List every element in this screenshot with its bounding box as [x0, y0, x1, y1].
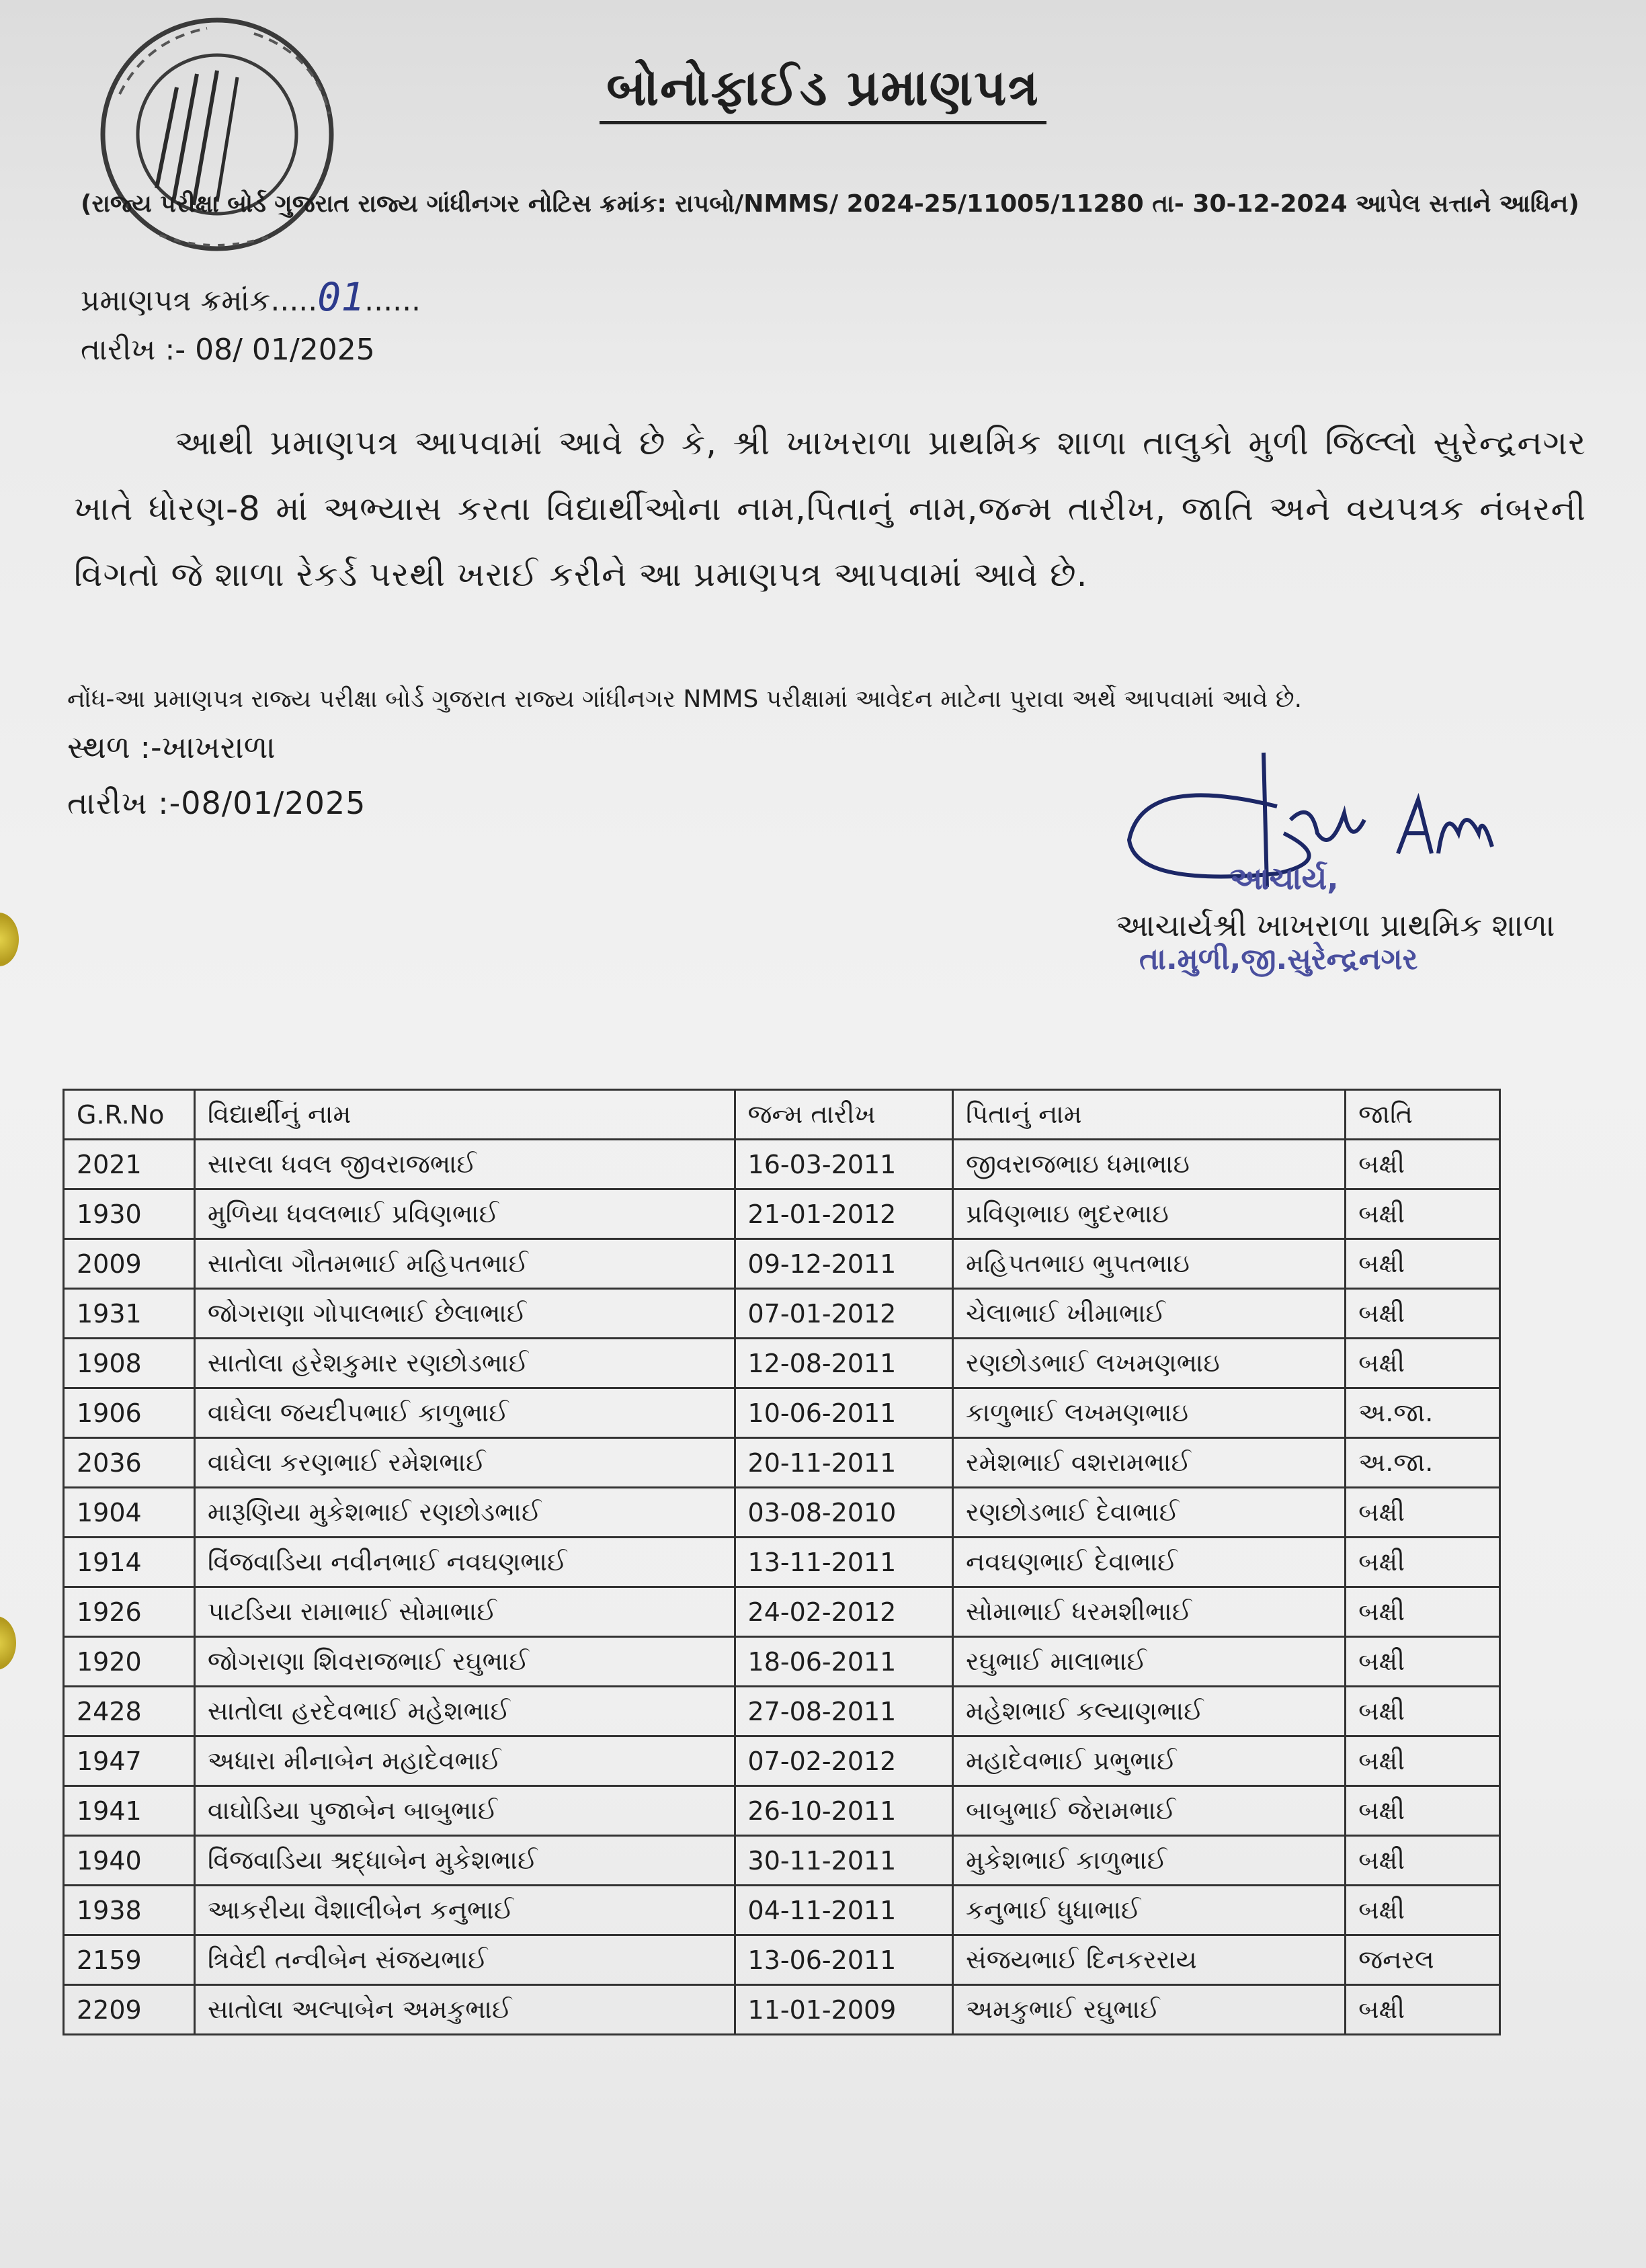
gr-no-cell: 2036 [64, 1438, 195, 1488]
birth-date-cell: 11-01-2009 [735, 1985, 953, 2035]
student-name-cell: વાઘેલા કરણભાઈ રમેશભાઈ [194, 1438, 735, 1488]
header-birth-date: જન્મ તારીખ [735, 1090, 953, 1140]
student-name-cell: ત્રિવેદી તન્વીબેન સંજયભાઈ [194, 1935, 735, 1985]
table-row [64, 1438, 1500, 1488]
student-name-cell: વાઘોડિયા પુજાબેન બાબુભાઈ [194, 1786, 735, 1836]
birth-date-cell: 21-01-2012 [735, 1189, 953, 1239]
table-row [64, 1985, 1500, 2035]
caste-cell: બક્ષી [1346, 1886, 1500, 1935]
certificate-body-paragraph: આથી પ્રમાણપત્ર આપવામાં આવે છે કે, શ્રી ખાખરાળા પ્રાથમિક શાળા તાલુકો મુળી જિલ્લો સુરેન્દ્રનગર ખાતે ધોરણ-8 માં અભ્યાસ કરતા વિદ્યાર્થીઓના નામ,પિતાનું નામ,જન્મ તારીખ, જાતિ અને વયપત્રક નંબરની વિગતો જે શાળા રેકર્ડ પરથી ખરાઈ કરીને આ પ્રમાણપત્ર આપવામાં આવે છે. [74, 423, 1586, 594]
gr-no-cell: 1947 [64, 1736, 195, 1786]
table-row [64, 1140, 1500, 1189]
table-row [64, 1538, 1500, 1587]
birth-date-cell: 07-01-2012 [735, 1289, 953, 1339]
caste-cell: બક્ષી [1346, 1538, 1500, 1587]
gr-no-cell: 2159 [64, 1935, 195, 1985]
gr-no-cell: 1931 [64, 1289, 195, 1339]
student-name-cell: સાતોલા ગૌતમભાઈ મહિપતભાઈ [194, 1239, 735, 1289]
table-row [64, 1388, 1500, 1438]
school-round-stamp [79, 13, 362, 255]
birth-date-cell: 04-11-2011 [735, 1886, 953, 1935]
student-name-cell: અધારા મીનાબેન મહાદેવભાઈ [194, 1736, 735, 1786]
student-name-cell: પાટડિયા રામાભાઈ સોમાભાઈ [194, 1587, 735, 1637]
birth-date-cell: 20-11-2011 [735, 1438, 953, 1488]
gr-no-cell: 1906 [64, 1388, 195, 1438]
table-row [64, 1587, 1500, 1637]
caste-cell: બક્ષી [1346, 1488, 1500, 1538]
caste-cell: અ.જા. [1346, 1438, 1500, 1488]
students-table [63, 1089, 1501, 2035]
birth-date-cell: 13-06-2011 [735, 1935, 953, 1985]
header-student-name: વિદ્યાર્થીનું નામ [194, 1090, 735, 1140]
birth-date-cell: 30-11-2011 [735, 1836, 953, 1886]
table-row [64, 1189, 1500, 1239]
gr-no-cell: 1938 [64, 1886, 195, 1935]
note-line: નોંધ-આ પ્રમાણપત્ર રાજ્ય પરીક્ષા બોર્ડ ગુજરાત રાજ્ય ગાંધીનગર NMMS પરીક્ષામાં આવેદન માટેના પુરાવા અર્થે આપવામાં આવે છે. [67, 685, 1303, 713]
birth-date-cell: 24-02-2012 [735, 1587, 953, 1637]
student-name-cell: સાતોલા અલ્પાબેન અમકુભાઈ [194, 1985, 735, 2035]
principal-designation: આચાર્યશ્રી ખાખરાળા પ્રાથમિક શાળા [1116, 907, 1555, 943]
caste-cell: બક્ષી [1346, 1836, 1500, 1886]
document-title: બોનોફાઈડ પ્રમાણપત્ર [0, 59, 1646, 118]
header-caste: જાતિ [1346, 1090, 1500, 1140]
father-name-cell: રણછોડભાઈ લખમણભાઇ [953, 1339, 1346, 1388]
gr-no-cell: 2021 [64, 1140, 195, 1189]
father-name-cell: કાળુભાઈ લખમણભાઇ [953, 1388, 1346, 1438]
caste-cell: બક્ષી [1346, 1339, 1500, 1388]
caste-cell: બક્ષી [1346, 1289, 1500, 1339]
birth-date-cell: 16-03-2011 [735, 1140, 953, 1189]
punch-hole-mark [0, 1616, 16, 1670]
student-name-cell: આકરીયા વૈશાલીબેન કનુભાઈ [194, 1886, 735, 1935]
father-name-cell: રઘુભાઈ માલાભાઈ [953, 1637, 1346, 1687]
caste-cell: અ.જા. [1346, 1388, 1500, 1438]
father-name-cell: બાબુભાઈ જેરામભાઈ [953, 1786, 1346, 1836]
father-name-cell: ચેલાભાઈ ખીમાભાઈ [953, 1289, 1346, 1339]
caste-cell: બક્ષી [1346, 1786, 1500, 1836]
father-name-cell: કનુભાઈ ધુધાભાઈ [953, 1886, 1346, 1935]
caste-cell: જનરલ [1346, 1935, 1500, 1985]
student-name-cell: સાતોલા હરદેવભાઈ મહેશભાઈ [194, 1687, 735, 1736]
header-gr-no: G.R.No [64, 1090, 195, 1140]
birth-date-cell: 18-06-2011 [735, 1637, 953, 1687]
student-name-cell: વિંજવાડિયા શ્રદ્ધાબેન મુકેશભાઈ [194, 1836, 735, 1886]
table-row [64, 1239, 1500, 1289]
father-name-cell: મહેશભાઈ કલ્યાણભાઈ [953, 1687, 1346, 1736]
father-name-cell: મહાદેવભાઈ પ્રભુભાઈ [953, 1736, 1346, 1786]
place-line: સ્થળ :-ખાખરાળા [67, 729, 276, 765]
table-row [64, 1339, 1500, 1388]
caste-cell: બક્ષી [1346, 1985, 1500, 2035]
student-name-cell: મારૂણિયા મુકેશભાઈ રણછોડભાઈ [194, 1488, 735, 1538]
caste-cell: બક્ષી [1346, 1189, 1500, 1239]
certificate-number-label: પ્રમાણપત્ર ક્રમાંક..... [81, 284, 318, 318]
birth-date-cell: 13-11-2011 [735, 1538, 953, 1587]
gr-no-cell: 2009 [64, 1239, 195, 1289]
gr-no-cell: 1904 [64, 1488, 195, 1538]
table-row [64, 1736, 1500, 1786]
table-row [64, 1935, 1500, 1985]
caste-cell: બક્ષી [1346, 1687, 1500, 1736]
table-row [64, 1786, 1500, 1836]
table-header-row [64, 1090, 1500, 1140]
gr-no-cell: 1920 [64, 1637, 195, 1687]
student-name-cell: વિંજવાડિયા નવીનભાઈ નવઘણભાઈ [194, 1538, 735, 1587]
certificate-number-value: 01 [317, 274, 365, 320]
student-name-cell: જોગરાણા ગોપાલભાઈ છેલાભાઈ [194, 1289, 735, 1339]
gr-no-cell: 1926 [64, 1587, 195, 1637]
birth-date-cell: 26-10-2011 [735, 1786, 953, 1836]
student-name-cell: સાતોલા હરેશકુમાર રણછોડભાઈ [194, 1339, 735, 1388]
father-name-cell: મહિપતભાઇ ભુપતભાઇ [953, 1239, 1346, 1289]
father-name-cell: અમકુભાઈ રઘુભાઈ [953, 1985, 1346, 2035]
table-row [64, 1289, 1500, 1339]
gr-no-cell: 1941 [64, 1786, 195, 1836]
caste-cell: બક્ષી [1346, 1587, 1500, 1637]
header-father-name: પિતાનું નામ [953, 1090, 1346, 1140]
gr-no-cell: 1940 [64, 1836, 195, 1886]
student-name-cell: જોગરાણા શિવરાજભાઈ રઘુભાઈ [194, 1637, 735, 1687]
gr-no-cell: 1914 [64, 1538, 195, 1587]
birth-date-cell: 09-12-2011 [735, 1239, 953, 1289]
birth-date-cell: 12-08-2011 [735, 1339, 953, 1388]
father-name-cell: રમેશભાઈ વશરામભાઈ [953, 1438, 1346, 1488]
father-name-cell: નવઘણભાઈ દેવાભાઈ [953, 1538, 1346, 1587]
student-name-cell: વાઘેલા જયદીપભાઈ કાળુભાઈ [194, 1388, 735, 1438]
certificate-number-dots: ...... [364, 284, 421, 318]
certificate-number [81, 274, 421, 320]
caste-cell: બક્ષી [1346, 1239, 1500, 1289]
student-name-cell: સારલા ધવલ જીવરાજભાઈ [194, 1140, 735, 1189]
table-row [64, 1886, 1500, 1935]
certificate-date: તારીખ :- 08/ 01/2025 [81, 333, 375, 367]
board-notice-reference: (રાજ્ય પરીક્ષા બોર્ડ ગુજરાત રાજ્ય ગાંધીનગર નોટિસ ક્રમાંક: રાપબો/NMMS/ 2024-25/11005/11280 તા- 30-12-2024 આપેલ સત્તાને આધિન) [81, 190, 1579, 218]
father-name-cell: પ્રવિણભાઇ ભુદરભાઇ [953, 1189, 1346, 1239]
birth-date-cell: 27-08-2011 [735, 1687, 953, 1736]
father-name-cell: રણછોડભાઈ દેવાભાઈ [953, 1488, 1346, 1538]
gr-no-cell: 2428 [64, 1687, 195, 1736]
table-row [64, 1836, 1500, 1886]
principal-stamp-address: તા.મુળી,જી.સુરેન્દ્રનગર [1139, 942, 1418, 976]
caste-cell: બક્ષી [1346, 1637, 1500, 1687]
gr-no-cell: 1930 [64, 1189, 195, 1239]
punch-hole-mark [0, 913, 19, 966]
student-name-cell: મુળિયા ધવલભાઈ પ્રવિણભાઈ [194, 1189, 735, 1239]
caste-cell: બક્ષી [1346, 1736, 1500, 1786]
birth-date-cell: 10-06-2011 [735, 1388, 953, 1438]
table-row [64, 1637, 1500, 1687]
caste-cell: બક્ષી [1346, 1140, 1500, 1189]
father-name-cell: જીવરાજભાઇ ધમાભાઇ [953, 1140, 1346, 1189]
table-row [64, 1488, 1500, 1538]
gr-no-cell: 1908 [64, 1339, 195, 1388]
father-name-cell: સંજયભાઈ દિનકરરાય [953, 1935, 1346, 1985]
gr-no-cell: 2209 [64, 1985, 195, 2035]
father-name-cell: મુકેશભાઈ કાળુભાઈ [953, 1836, 1346, 1886]
principal-stamp-title: આચાર્ય, [1230, 860, 1339, 896]
table-row [64, 1687, 1500, 1736]
birth-date-cell: 03-08-2010 [735, 1488, 953, 1538]
birth-date-cell: 07-02-2012 [735, 1736, 953, 1786]
father-name-cell: સોમાભાઈ ધરમશીભાઈ [953, 1587, 1346, 1637]
date-line: તારીખ :-08/01/2025 [67, 785, 366, 821]
